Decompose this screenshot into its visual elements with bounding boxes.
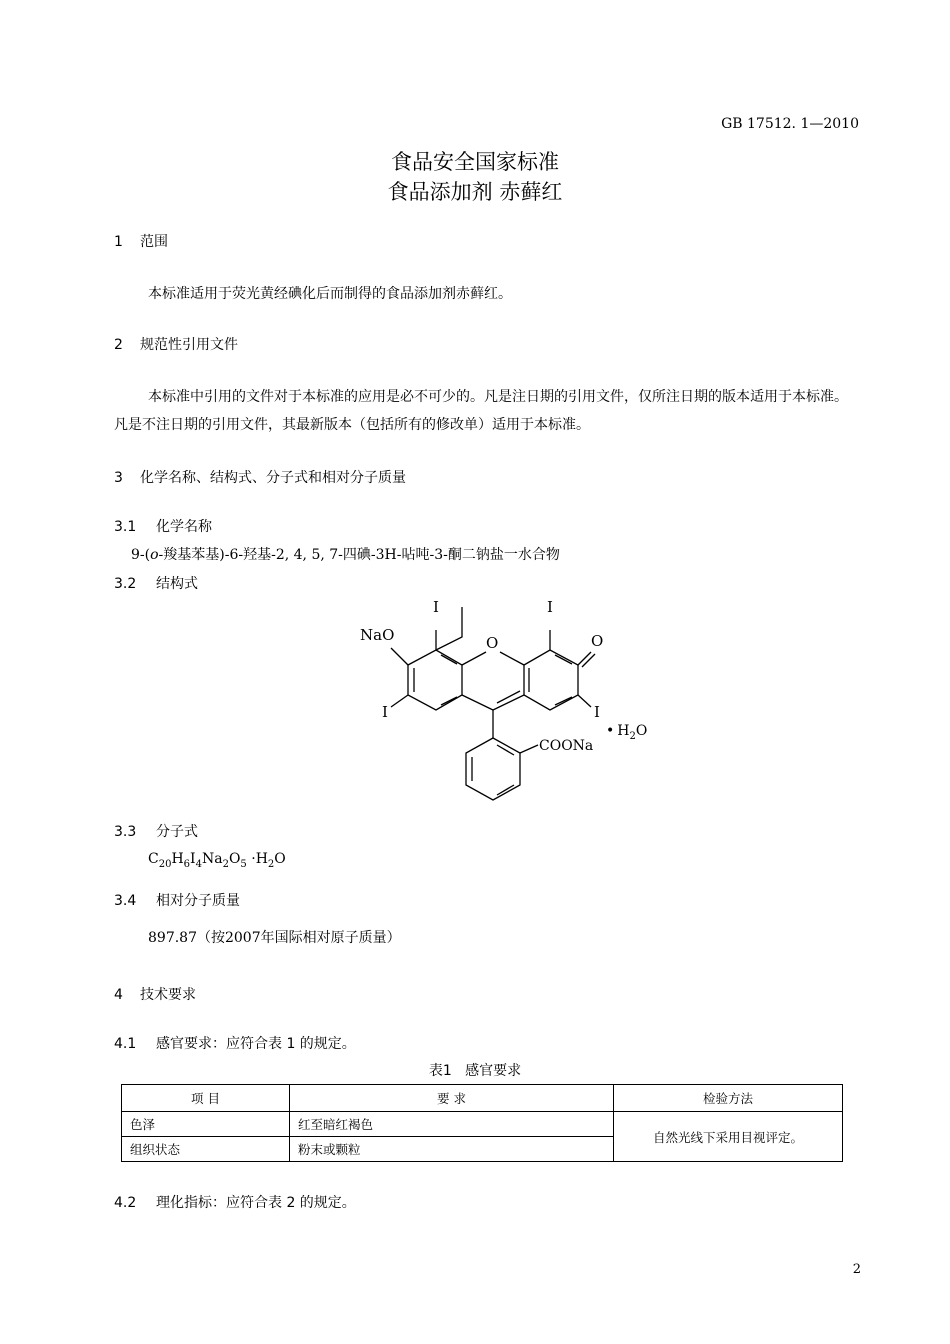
formula-part: H xyxy=(171,851,184,867)
formula-subscript: 20 xyxy=(158,858,172,870)
section-number: 4.1 xyxy=(114,1036,137,1052)
table-row xyxy=(122,1112,843,1137)
section-title: 分子式 xyxy=(156,824,198,840)
section-number: 2 xyxy=(114,337,123,353)
section-4-1-heading xyxy=(114,1033,356,1053)
table-cell-method: 自然光线下采用目视评定。 xyxy=(614,1112,843,1162)
formula-part: O xyxy=(274,851,286,867)
chemical-name-part: -羧基苯基)-6-羟基-2, 4, 5, 7-四碘-3H-呫吨-3-酮二钠盐一水合物 xyxy=(158,547,560,563)
formula-labels xyxy=(360,598,647,754)
molecular-mass: 897.87（按2007年国际相对原子质量） xyxy=(148,930,401,946)
section-title: 化学名称 xyxy=(156,519,212,535)
standard-code: GB 17512. 1—2010 xyxy=(721,116,859,132)
molecular-formula xyxy=(148,851,286,870)
section-title: 理化指标：应符合表 2 的规定。 xyxy=(156,1195,356,1211)
section-2-text: 本标准中引用的文件对于本标准的应用是必不可少的。凡是注日期的引用文件，仅所注日期的版本适用于本标准。凡是不注日期的引用文件，其最新版本（包括所有的修改单）适用于本标准。 xyxy=(114,389,848,433)
section-title: 技术要求 xyxy=(140,987,196,1003)
table-header-item: 项 目 xyxy=(122,1085,290,1112)
document-subtitle: 食品添加剂 赤藓红 xyxy=(387,180,563,204)
table-cell-item: 组织状态 xyxy=(122,1137,290,1162)
section-number: 3.4 xyxy=(114,893,137,909)
document-title: 食品安全国家标准 xyxy=(391,150,559,174)
nao-label: NaO xyxy=(360,626,395,644)
section-title: 规范性引用文件 xyxy=(140,337,238,353)
water-label xyxy=(606,723,647,742)
section-title: 相对分子质量 xyxy=(156,893,240,909)
table-header-method: 检验方法 xyxy=(614,1085,843,1112)
section-title: 结构式 xyxy=(156,576,198,592)
section-number: 1 xyxy=(114,234,123,250)
table-header-requirement: 要 求 xyxy=(290,1085,614,1112)
water-subscript: 2 xyxy=(629,731,636,742)
keto-oxygen-label: O xyxy=(591,632,604,650)
formula-part: O xyxy=(228,851,241,867)
table-cell-item: 色泽 xyxy=(122,1112,290,1137)
table-cell-requirement: 红至暗红褐色 xyxy=(290,1112,614,1137)
water-o: O xyxy=(635,723,648,739)
iodine-label: I xyxy=(433,598,439,616)
table-header-row xyxy=(122,1085,843,1112)
section-number: 3.2 xyxy=(114,576,137,592)
section-3-4-heading xyxy=(114,890,240,910)
formula-part: I xyxy=(190,851,196,867)
section-number: 4.2 xyxy=(114,1195,137,1211)
formula-subscript: 2 xyxy=(222,858,229,870)
water-h: H xyxy=(617,723,630,739)
formula-part: Na xyxy=(201,851,223,867)
chemical-name-italic: o xyxy=(150,547,159,563)
page-number: 2 xyxy=(852,1262,861,1277)
section-4-2-heading xyxy=(114,1192,356,1212)
coona-label: COONa xyxy=(539,738,594,754)
ring-oxygen-label: O xyxy=(486,634,499,652)
iodine-label: I xyxy=(547,598,553,616)
section-number: 3 xyxy=(114,470,123,486)
formula-subscript: 5 xyxy=(240,858,247,870)
bullet-glyph: • xyxy=(606,723,615,739)
table-1 xyxy=(121,1084,843,1162)
formula-part: C xyxy=(148,851,159,867)
iodine-label: I xyxy=(594,703,600,721)
section-1-text: 本标准适用于荧光黄经碘化后而制得的食品添加剂赤藓红。 xyxy=(148,286,512,302)
section-title: 感官要求：应符合表 1 的规定。 xyxy=(156,1036,356,1052)
formula-part: ·H xyxy=(246,851,268,867)
table-1-caption: 表1 感官要求 xyxy=(428,1063,522,1079)
section-title: 范围 xyxy=(140,234,168,250)
section-4-heading xyxy=(114,984,196,1004)
formula-subscript: 6 xyxy=(183,858,191,870)
section-number: 3.1 xyxy=(114,519,137,535)
section-3-3-heading xyxy=(114,821,198,841)
formula-subscript: 4 xyxy=(195,858,202,870)
section-number: 3.3 xyxy=(114,824,137,840)
section-number: 4 xyxy=(114,987,123,1003)
section-title: 化学名称、结构式、分子式和相对分子质量 xyxy=(140,470,406,486)
chemical-name-part: 9-( xyxy=(131,547,151,563)
iodine-label: I xyxy=(382,703,388,721)
formula-subscript: 2 xyxy=(267,858,275,870)
table-cell-requirement: 粉末或颗粒 xyxy=(290,1137,614,1162)
